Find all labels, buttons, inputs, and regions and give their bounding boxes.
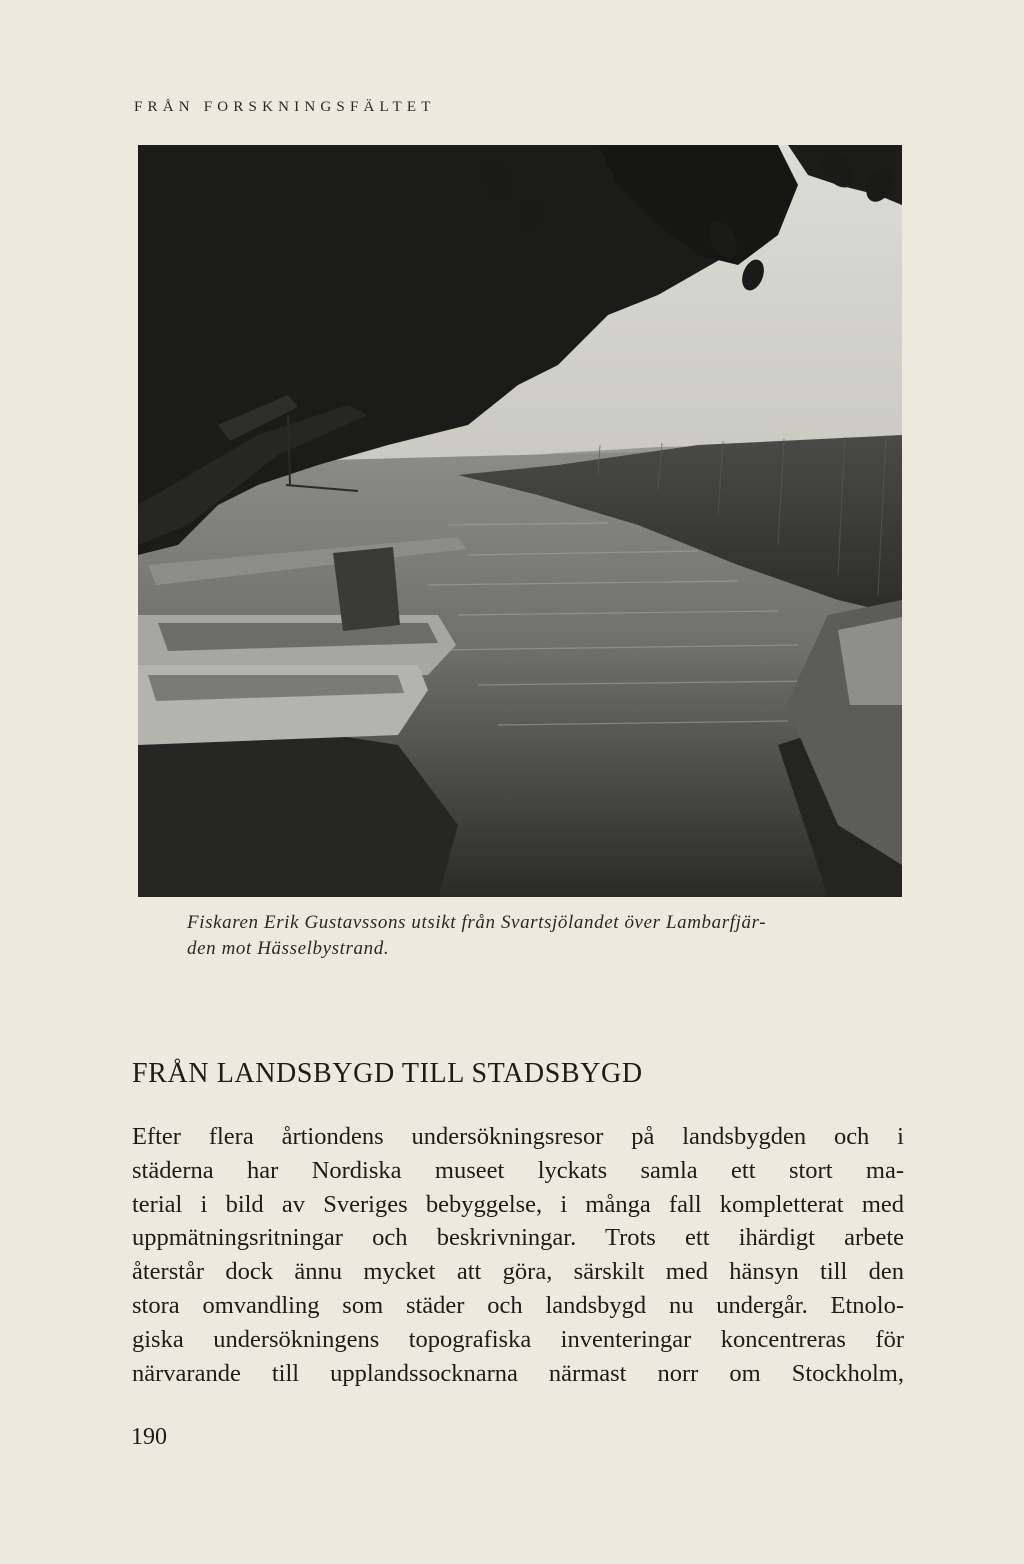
- body-line: stora omvandling som städer och landsbygd nu undergår. Etnolo-: [132, 1291, 904, 1319]
- body-line: terial i bild av Sveriges bebyggelse, i många fall kompletterat med: [132, 1190, 904, 1218]
- body-line: närvarande till upplandssocknarna närmast norr om Stockholm,: [132, 1359, 904, 1387]
- caption-line: den mot Hässelbystrand.: [187, 938, 390, 959]
- body-line: Efter flera årtiondens undersökningsresor på landsbygden och i: [132, 1123, 904, 1150]
- body-line: återstår dock ännu mycket att göra, särskilt med hänsyn till den: [132, 1258, 904, 1286]
- body-line: giska undersökningens topografiska inventeringar koncentreras för: [132, 1325, 904, 1353]
- body-line: städerna har Nordiska museet lyckats samla ett stort ma-: [132, 1156, 904, 1184]
- section-heading: FRÅN LANDSBYGD TILL STADSBYGD: [132, 1058, 643, 1089]
- photo-illustration: [138, 145, 902, 897]
- body-paragraph: [132, 1120, 904, 1390]
- lake-boats-photo: [138, 145, 902, 897]
- caption-line: Fiskaren Erik Gustavssons utsikt från Svartsjölandet över Lambarfjär-: [187, 912, 767, 933]
- running-head: FRÅN FORSKNINGSFÄLTET: [134, 99, 436, 115]
- page-number: 190: [131, 1424, 167, 1450]
- body-line: uppmätningsritningar och beskrivningar. Trots ett ihärdigt arbete: [132, 1224, 904, 1252]
- photo-caption: [187, 910, 907, 962]
